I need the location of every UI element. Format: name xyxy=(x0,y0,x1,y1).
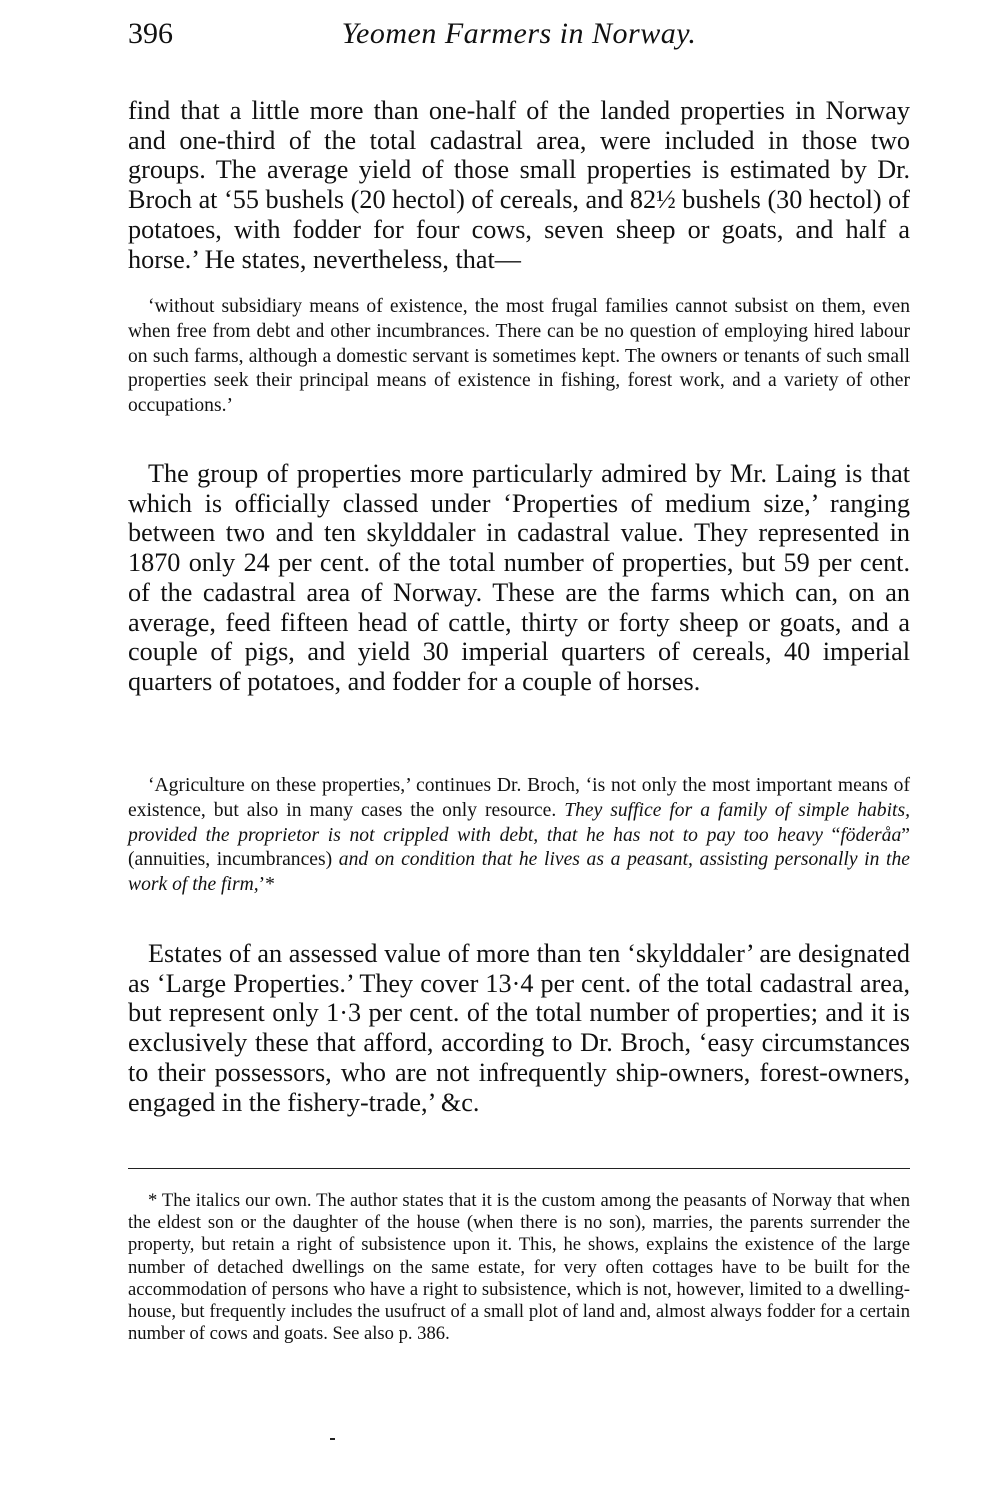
block-quote-1: ‘without subsidiary means of existence, the most frugal families cannot subsist on them, even when free from debt and other incumbrances. There can be no question of employing hired labour on such farms, although a domestic servant is sometimes kept. The owners or tenants of such small properties seek their principal means of existence in fishing, forest work, and a variety of other occupations.’ xyxy=(128,296,910,417)
print-mark xyxy=(330,1438,335,1440)
page-number: 396 xyxy=(128,17,173,50)
quote-2-roman-2: “ xyxy=(822,824,841,846)
quote-2-italic-2: föderåa xyxy=(840,824,902,846)
block-quote-2 xyxy=(128,774,910,898)
quote-2-italic-3: and on condition that he lives as a peasant, assisting personally in the work of the firm, xyxy=(128,849,910,896)
quote-2-italic-1: They suffice for a family of simple habits, provided the proprietor is not crippled with debt, that he has not to pay too heavy xyxy=(128,799,911,846)
running-title: Yeomen Farmers in Norway. xyxy=(341,17,697,50)
running-head xyxy=(128,14,910,54)
quote-2-roman-4: ’* xyxy=(258,874,275,896)
quote-2-roman-1: ‘Agriculture on these properties,’ continues Dr. Broch, ‘is not only the most important means of existence, but also in many cases the only resource. xyxy=(128,775,910,821)
quote-2-roman-3: ” (annuities, incumbrances) xyxy=(128,824,910,871)
footnote: * The italics our own. The author states that it is the custom among the peasants of Norway that when the eldest son or the daughter of the house (when there is no son), marries, the parents surrender the property, but retain a right of subsistence upon it. This, he shows, explains the existence of the large number of detached dwellings on the same estate, for very often cottages have to be built for the accommodation of persons who have a right to subsistence, which is not, however, limited to a dwelling-house, but frequently includes the usufruct of a small plot of land and, almost always fodder for a certain number of cows and goats. See also p. 386. xyxy=(128,1190,910,1345)
body-paragraph-1: find that a little more than one-half of the landed properties in Norway and one-third of the total cadastral area, were included in those two groups. The average yield of those small properties is estimated by Dr. Broch at ‘55 bushels (20 hectol) of cereals, and 82½ bushels (30 hectol) of potatoes, with fodder for four cows, seven sheep or goats, and half a horse.’ He states, nevertheless, that— xyxy=(128,96,910,274)
body-paragraph-3: Estates of an assessed value of more than ten ‘skylddaler’ are designated as ‘Large Properties.’ They cover 13·4 per cent. of the total cadastral area, but represent only 1·3 per cent. of the total number of properties; and it is exclusively these that afford, according to Dr. Broch, ‘easy circumstances to their possessors, who are not infrequently ship-owners, forest-owners, engaged in the fishery-trade,’ &c. xyxy=(128,939,910,1117)
footnote-divider xyxy=(128,1168,910,1169)
body-paragraph-2: The group of properties more particularly admired by Mr. Laing is that which is officially classed under ‘Properties of medium size,’ ranging between two and ten skylddaler in cadastral value. They represented in 1870 only 24 per cent. of the total number of properties, but 59 per cent. of the cadastral area of Norway. These are the farms which can, on an average, feed fifteen head of cattle, thirty or forty sheep or goats, and a couple of pigs, and yield 30 imperial quarters of cereals, 40 imperial quarters of potatoes, and fodder for a couple of horses. xyxy=(128,459,910,696)
